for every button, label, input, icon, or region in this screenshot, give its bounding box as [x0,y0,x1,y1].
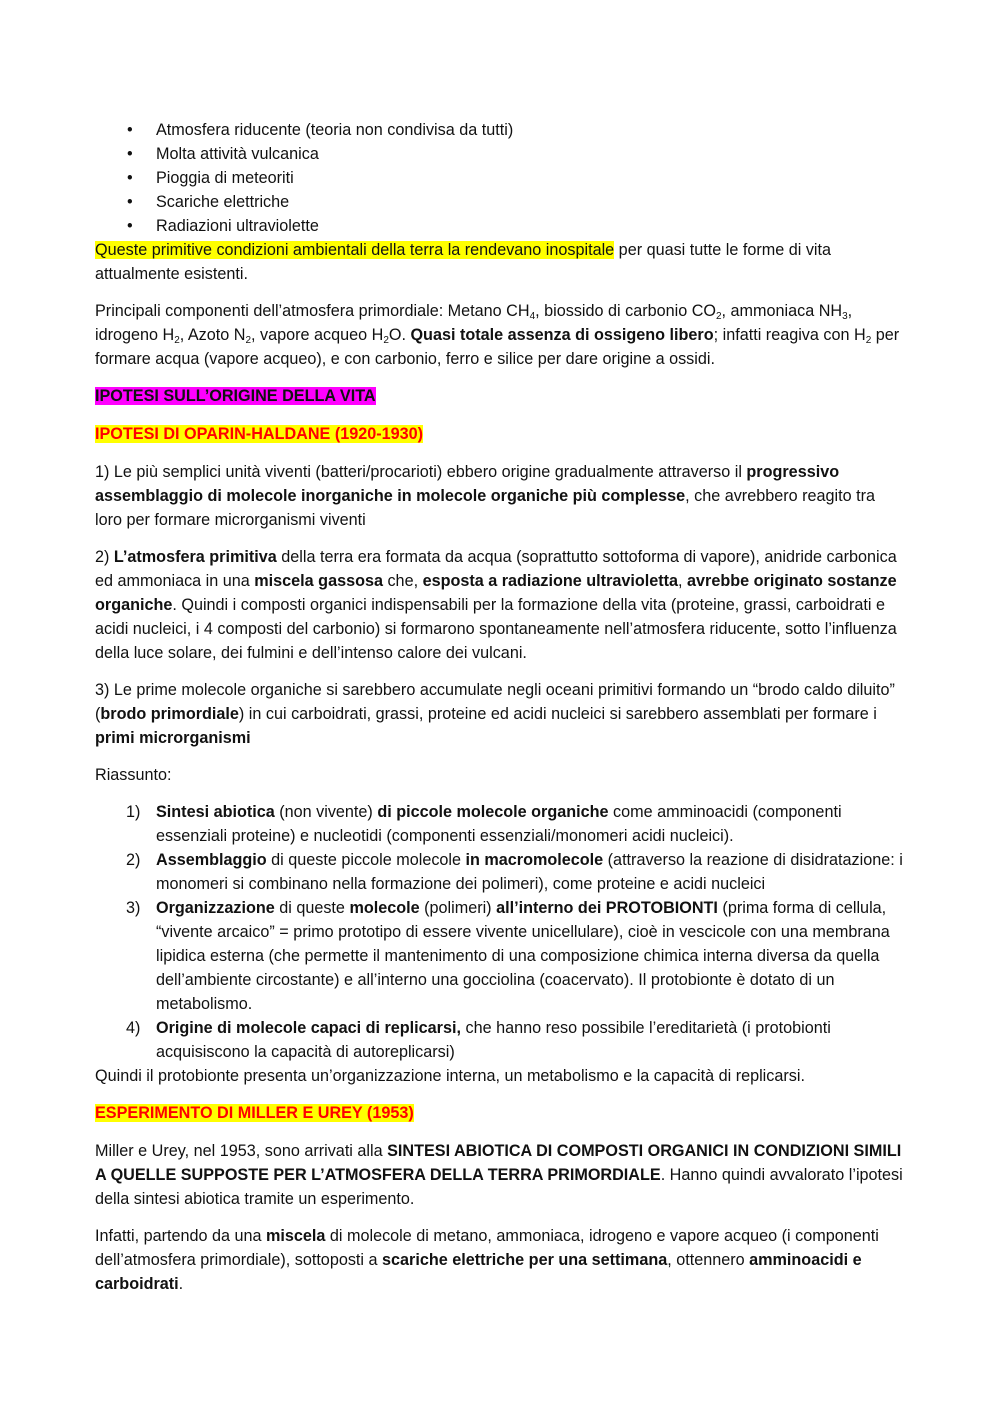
text-run: (prima forma di cellula, “vivente arcaico” = primo prototipo di essere vivente unicellulare), cioè in vescicole con una membrana lipidica esterna (che permette il mantenimento di una composizione chimica interna diversa da quella dell’ambiente circostante) e all’interno una gocciolina (coacervato). Il protobionte è dotato di un metabolismo. [156,899,890,1013]
text-run: . [178,1275,184,1293]
heading-origin-of-life [95,384,905,408]
text-run: che hanno reso possibile l’ereditarietà (i protobionti acquisiscono la capacità di autoreplicarsi) [156,1019,831,1061]
text-run: di molecole di metano, ammoniaca, idrogeno e vapore acqueo (i componenti dell’atmosfera primordiale), sottoposti a [95,1227,879,1269]
list-item: • Molta attività vulcanica [95,142,905,166]
text-run: (polimeri) [419,899,497,917]
list-number: 1) [126,803,141,821]
list-item [95,800,905,848]
paragraph-conclusion: Quindi il protobionte presenta un’organizzazione interna, un metabolismo e la capacità di replicarsi. [95,1067,805,1085]
text-run: , ottennero [667,1251,750,1269]
text-run: della terra era formata da acqua (soprattutto sottoforma di vapore), anidride carbonica ed ammoniaca in una [95,548,897,590]
bold-text: miscela [266,1227,326,1245]
highlighted-text: Queste primitive condizioni ambientali della terra la rendevano inospitale [95,241,615,259]
text-run: . Quindi i composti organici indispensabili per la formazione della vita (proteine, grassi, carboidrati e acidi nucleici, i 4 composti del carbonio) si formarono spontaneamente nell’atmosfera riducente, sotto l’influenza della luce solare, dei fulmini e dell’intenso calore dei vulcani. [95,596,897,662]
conditions-bullet-list [95,118,905,238]
subscript: 4 [529,311,536,322]
subscript: 2 [383,335,389,346]
bold-text: Quasi totale assenza di ossigeno libero [410,326,714,344]
text-run: , che avrebbero reagito tra loro per formare microrganismi viventi [95,487,875,529]
list-item: • Radiazioni ultraviolette [95,214,905,238]
bold-text: esposta a radiazione ultravioletta [422,572,679,590]
text-run: 2) [95,548,114,566]
list-item: • Scariche elettriche [95,190,905,214]
subscript: 2 [715,311,722,322]
list-number: 2) [126,851,141,869]
list-item [95,896,905,1016]
subscript: 3 [842,311,848,322]
list-item: • Pioggia di meteoriti [95,166,905,190]
bold-text: all’interno dei PROTOBIONTI [496,899,718,917]
bold-text: Origine di molecole capaci di replicarsi, [156,1019,461,1037]
list-item: • Atmosfera riducente (teoria non condivisa da tutti) [95,118,905,142]
text-run: come amminoacidi (componenti essenziali proteine) e nucleotidi (componenti essenziali/monomeri acidi nucleici). [156,803,842,845]
bold-text: di piccole molecole organiche [377,803,609,821]
text-run: Infatti, partendo da una [95,1227,266,1245]
bold-text: amminoacidi e carboidrati [95,1251,862,1293]
text-run: 1) Le più semplici unità viventi (batteri/procarioti) ebbero origine gradualmente attraverso il [95,463,747,481]
text-run: 3) Le prime molecole organiche si sarebbero accumulate negli oceani primitivi formando un “brodo caldo diluito” ( [95,681,895,723]
bold-text: Assemblaggio [156,851,267,869]
text-run: di queste piccole molecole [266,851,466,869]
text-run: che, [382,572,423,590]
subscript: 2 [245,335,252,346]
list-item [95,1016,905,1064]
bold-text: SINTESI ABIOTICA DI COMPOSTI ORGANICI IN CONDIZIONI SIMILI A QUELLE SUPPOSTE PER L’ATMOSFERA DELLA TERRA PRIMORDIALE [95,1142,902,1184]
text-run: O. [388,326,411,344]
bold-text: avrebbe originato sostanze organiche [95,572,897,614]
list-number: 3) [126,899,141,917]
heading-text: IPOTESI SULL’ORIGINE DELLA VITA [95,387,376,405]
text-run: , idrogeno H [95,302,853,344]
bold-text: Sintesi abiotica [156,803,275,821]
bold-text: molecole [349,899,420,917]
bold-text: in macromolecole [465,851,604,869]
bold-text: primi microrganismi [95,729,251,747]
text-run: , ammoniaca NH [721,302,843,320]
list-number: 4) [126,1019,141,1037]
text-run: , biossido di carbonio CO [535,302,716,320]
text-run: , [678,572,688,590]
paragraph-conditions [95,238,905,286]
bold-text: Organizzazione [156,899,275,917]
text-run: , vapore acqueo H [251,326,384,344]
text-run: Principali componenti dell’atmosfera primordiale: Metano CH [95,302,530,320]
paragraph-hypothesis-2 [95,545,905,665]
paragraph-miller-2 [95,1224,905,1296]
text-run: Miller e Urey, nel 1953, sono arrivati alla [95,1142,388,1160]
bold-text: brodo primordiale [100,705,239,723]
paragraph-hypothesis-3 [95,678,905,750]
text-run: di queste [274,899,350,917]
text-run: (non vivente) [274,803,378,821]
heading-miller-urey [95,1101,905,1125]
bold-text: scariche elettriche per una settimana [382,1251,668,1269]
summary-label: Riassunto: [95,766,172,784]
text-run: ; infatti reagiva con H [713,326,866,344]
list-item [95,848,905,896]
text-run: (attraverso la reazione di disidratazione: i monomeri si combinano nella formazione dei polimeri), come proteine e acidi nucleici [156,851,903,893]
heading-oparin-haldane [95,422,905,446]
bold-text: progressivo assemblaggio di molecole inorganiche in molecole organiche più complesse [95,463,840,505]
heading-text: ESPERIMENTO DI MILLER E UREY (1953) [95,1104,414,1122]
bold-text: miscela gassosa [254,572,383,590]
paragraph-atmosphere-components [95,299,905,371]
summary-numbered-list [95,800,905,1064]
subscript: 2 [174,335,180,346]
paragraph-hypothesis-1 [95,460,905,532]
bold-text: L’atmosfera primitiva [113,548,277,566]
text-run: . Hanno quindi avvalorato l’ipotesi della sintesi abiotica tramite un esperimento. [95,1166,903,1208]
subscript: 2 [865,335,872,346]
text-run: ) in cui carboidrati, grassi, proteine ed acidi nucleici si sarebbero assemblati per formare i [238,705,877,723]
text-run: per formare acqua (vapore acqueo), e con carbonio, ferro e silice per dare origine a ossidi. [95,326,900,368]
text-run: per quasi tutte le forme di vita attualmente esistenti. [95,241,832,283]
heading-text: IPOTESI DI OPARIN-HALDANE (1920-1930) [95,425,424,443]
text-run: , Azoto N [179,326,246,344]
paragraph-miller-1 [95,1139,905,1211]
